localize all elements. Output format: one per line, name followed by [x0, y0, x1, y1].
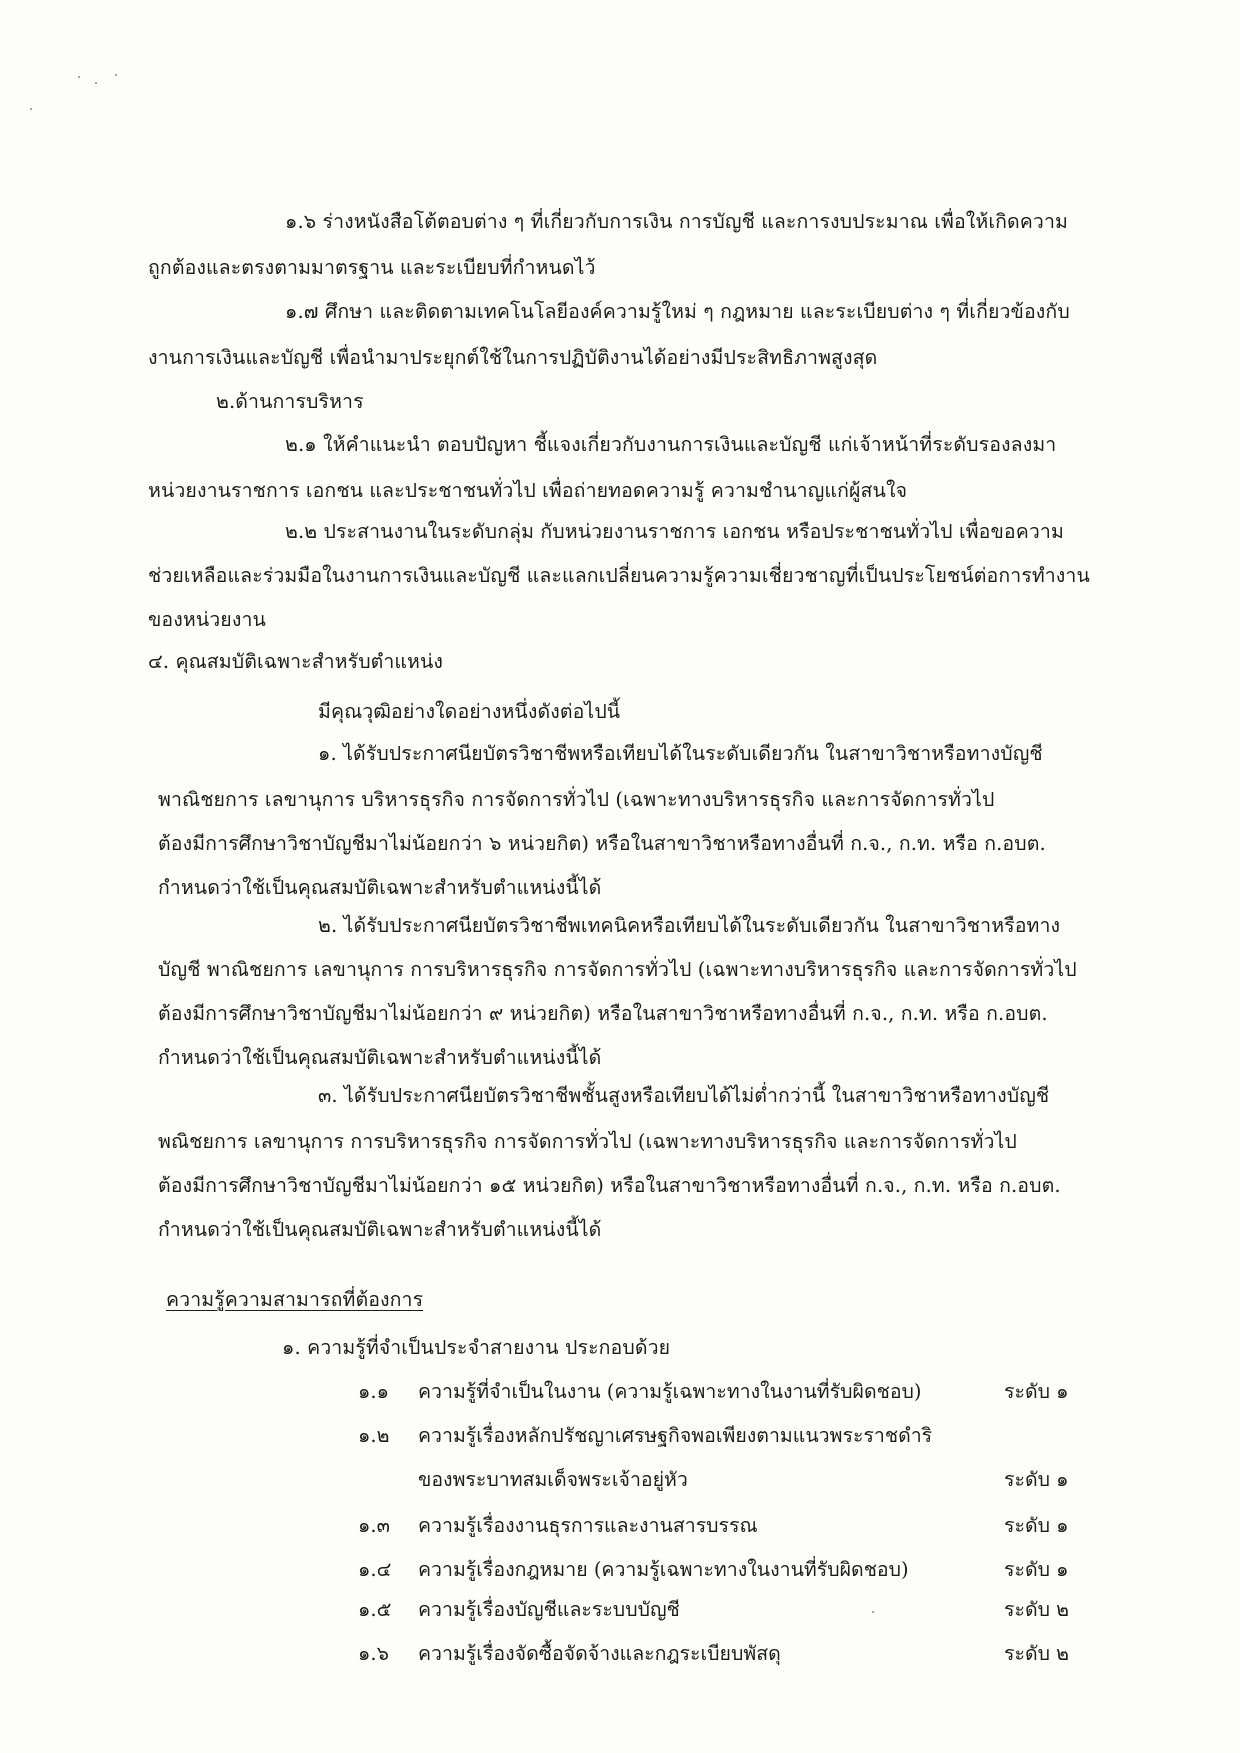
knowledge-label: ความรู้ที่จำเป็นในงาน (ความรู้เฉพาะทางในงานที่รับผิดชอบ) — [418, 1380, 922, 1403]
qualifications-title: ๔. คุณสมบัติเฉพาะสำหรับตำแหน่ง — [148, 650, 444, 673]
qualification-3-line4: กำหนดว่าใช้เป็นคุณสมบัติเฉพาะสำหรับตำแหน่งนี้ได้ — [158, 1218, 602, 1241]
knowledge-level: ระดับ ๑ — [1004, 1558, 1069, 1581]
qualification-1-line3: ต้องมีการศึกษาวิชาบัญชีมาไม่น้อยกว่า ๖ หน่วยกิต) หรือในสาขาวิชาหรือทางอื่นที่ ก.จ., ก.ท. หรือ ก.อบต. — [158, 832, 1046, 855]
qualification-2-line2: บัญชี พาณิชยการ เลขานุการ การบริหารธุรกิจ การจัดการทั่วไป (เฉพาะทางบริหารธุรกิจ และการจัดการทั่วไป — [158, 958, 1077, 981]
knowledge-label: ความรู้เรื่องหลักปรัชญาเศรษฐกิจพอเพียงตามแนวพระราชดำริ — [418, 1424, 933, 1447]
duty-2-1-line1: ๒.๑ ให้คำแนะนำ ตอบปัญหา ชี้แจงเกี่ยวกับงานการเงินและบัญชี แก่เจ้าหน้าที่ระดับรองลงมา — [285, 433, 1057, 456]
qualification-3-line1: ๓. ได้รับประกาศนียบัตรวิชาชีพชั้นสูงหรือเทียบได้ไม่ต่ำกว่านี้ ในสาขาวิชาหรือทางบัญชี — [318, 1084, 1050, 1107]
knowledge-code: ๑.๓ — [358, 1514, 390, 1537]
qualification-1-line2: พาณิชยการ เลขานุการ บริหารธุรกิจ การจัดการทั่วไป (เฉพาะทางบริหารธุรกิจ และการจัดการทั่วไป — [158, 788, 995, 811]
qualification-2-line3: ต้องมีการศึกษาวิชาบัญชีมาไม่น้อยกว่า ๙ หน่วยกิต) หรือในสาขาวิชาหรือทางอื่นที่ ก.จ., ก.ท. หรือ ก.อบต. — [158, 1002, 1048, 1025]
duty-1-7-line2: งานการเงินและบัญชี เพื่อนำมาประยุกต์ใช้ในการปฏิบัติงานได้อย่างมีประสิทธิภาพสูงสุด — [148, 346, 878, 369]
scan-speck — [30, 108, 32, 110]
knowledge-level: ระดับ ๑ — [1004, 1514, 1069, 1537]
qualification-1-line4: กำหนดว่าใช้เป็นคุณสมบัติเฉพาะสำหรับตำแหน่งนี้ได้ — [158, 876, 602, 899]
knowledge-label: ความรู้เรื่องบัญชีและระบบบัญชี — [418, 1598, 680, 1621]
knowledge-label: ความรู้เรื่องกฎหมาย (ความรู้เฉพาะทางในงานที่รับผิดชอบ) — [418, 1558, 909, 1581]
duty-1-6-line1: ๑.๖ ร่างหนังสือโต้ตอบต่าง ๆ ที่เกี่ยวกับการเงิน การบัญชี และการงบประมาณ เพื่อให้เกิดความ — [285, 210, 1068, 233]
qualification-2-line1: ๒. ได้รับประกาศนียบัตรวิชาชีพเทคนิคหรือเทียบได้ในระดับเดียวกัน ในสาขาวิชาหรือทาง — [318, 914, 1061, 937]
knowledge-code: ๑.๕ — [358, 1598, 392, 1621]
knowledge-title: ความรู้ความสามารถที่ต้องการ — [166, 1288, 424, 1311]
scan-speck — [872, 1611, 874, 1613]
duty-2-1-line2: หน่วยงานราชการ เอกชน และประชาชนทั่วไป เพื่อถ่ายทอดความรู้ ความชำนาญแก่ผู้สนใจ — [148, 479, 908, 502]
knowledge-label: ความรู้เรื่องงานธุรการและงานสารบรรณ — [418, 1514, 758, 1537]
section-2-title: ๒.ด้านการบริหาร — [216, 390, 364, 413]
duty-2-2-line1: ๒.๒ ประสานงานในระดับกลุ่ม กับหน่วยงานราชการ เอกชน หรือประชาชนทั่วไป เพื่อขอความ — [285, 520, 1064, 543]
qualification-3-line3: ต้องมีการศึกษาวิชาบัญชีมาไม่น้อยกว่า ๑๕ หน่วยกิต) หรือในสาขาวิชาหรือทางอื่นที่ ก.จ., ก.ท. หรือ ก.อบต. — [158, 1174, 1061, 1197]
knowledge-level: ระดับ ๑ — [1004, 1380, 1069, 1403]
knowledge-code: ๑.๖ — [358, 1642, 389, 1665]
scan-speck — [78, 76, 80, 78]
knowledge-label-continued: ของพระบาทสมเด็จพระเจ้าอยู่หัว — [418, 1468, 688, 1491]
qualification-1-line1: ๑. ได้รับประกาศนียบัตรวิชาชีพหรือเทียบได้ในระดับเดียวกัน ในสาขาวิชาหรือทางบัญชี — [318, 742, 1043, 765]
scan-speck — [115, 74, 117, 76]
knowledge-level: ระดับ ๒ — [1004, 1598, 1070, 1621]
qualification-2-line4: กำหนดว่าใช้เป็นคุณสมบัติเฉพาะสำหรับตำแหน่งนี้ได้ — [158, 1046, 602, 1069]
knowledge-level: ระดับ ๒ — [1004, 1642, 1070, 1665]
knowledge-subtitle: ๑. ความรู้ที่จำเป็นประจำสายงาน ประกอบด้วย — [282, 1336, 671, 1359]
qualifications-intro: มีคุณวุฒิอย่างใดอย่างหนึ่งดังต่อไปนี้ — [318, 700, 621, 723]
knowledge-code: ๑.๒ — [358, 1424, 390, 1447]
duty-2-2-line2: ช่วยเหลือและร่วมมือในงานการเงินและบัญชี และแลกเปลี่ยนความรู้ความเชี่ยวชาญที่เป็นประโยชน์ต่อการทำงาน — [148, 564, 1090, 587]
qualification-3-line2: พณิชยการ เลขานุการ การบริหารธุรกิจ การจัดการทั่วไป (เฉพาะทางบริหารธุรกิจ และการจัดการทั่วไป — [158, 1130, 1017, 1153]
knowledge-level: ระดับ ๑ — [1004, 1468, 1069, 1491]
duty-1-7-line1: ๑.๗ ศึกษา และติดตามเทคโนโลยีองค์ความรู้ใหม่ ๆ กฎหมาย และระเบียบต่าง ๆ ที่เกี่ยวข้องกับ — [285, 300, 1070, 323]
knowledge-label: ความรู้เรื่องจัดซื้อจัดจ้างและกฎระเบียบพัสดุ — [418, 1642, 781, 1665]
duty-1-6-line2: ถูกต้องและตรงตามมาตรฐาน และระเบียบที่กำหนดไว้ — [148, 256, 596, 279]
duty-2-2-line3: ของหน่วยงาน — [148, 608, 266, 631]
scan-speck — [95, 82, 97, 84]
knowledge-code: ๑.๑ — [358, 1380, 389, 1403]
knowledge-code: ๑.๔ — [358, 1558, 392, 1581]
